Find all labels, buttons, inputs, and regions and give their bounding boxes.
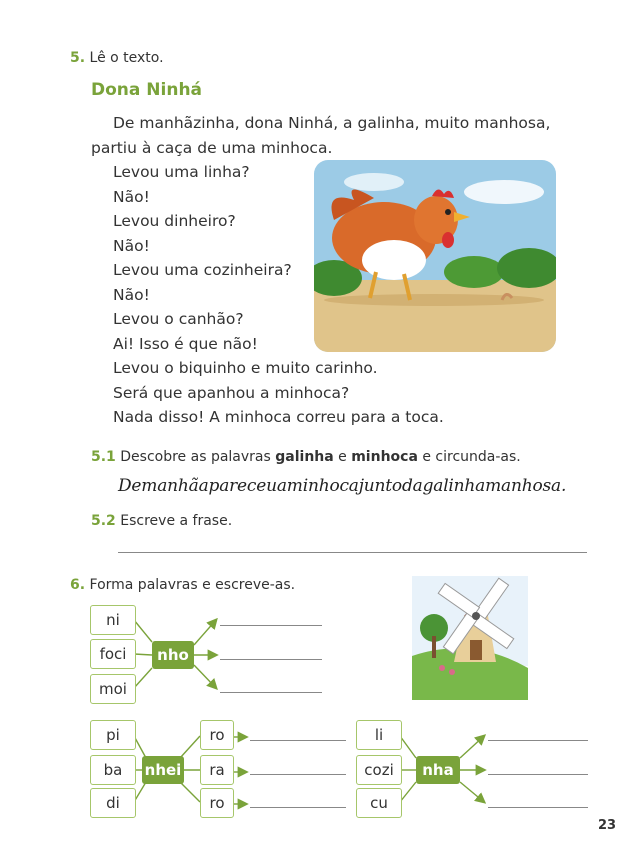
- subexercise-number: 5.2: [91, 513, 116, 529]
- write-line[interactable]: [250, 740, 346, 741]
- story-line: Será que apanhou a minhoca?: [113, 383, 350, 402]
- story-intro-line: partiu à caça de uma minhoca.: [91, 138, 333, 157]
- story-title: Dona Ninhá: [91, 80, 203, 100]
- cursive-sentence: Demanhãapareceuaminhocajuntodagalinhamanhosa.: [118, 476, 567, 496]
- story-line: Levou uma linha?: [113, 163, 250, 181]
- write-line[interactable]: [488, 774, 588, 775]
- write-line[interactable]: [220, 659, 322, 660]
- subexercise-number: 5.1: [91, 449, 116, 465]
- subexercise-text: e circunda-as.: [417, 449, 521, 465]
- story-line: Levou uma cozinheira?: [113, 261, 292, 279]
- story-line: Ai! Isso é que não!: [113, 334, 258, 353]
- syllable-box: moi: [90, 674, 136, 704]
- story-line: Nada disso! A minhoca correu para a toca.: [113, 408, 444, 426]
- suffix-tag: nhei: [142, 756, 184, 784]
- story-line: Levou o canhão?: [113, 310, 244, 328]
- highlight-word: minhoca: [351, 449, 418, 465]
- suffix-tag: nho: [152, 641, 194, 669]
- story-line: Não!: [113, 285, 150, 304]
- syllable-box: ba: [90, 755, 136, 785]
- write-line[interactable]: [220, 625, 322, 626]
- syllable-box: pi: [90, 720, 136, 750]
- syllable-box: cu: [356, 788, 402, 818]
- story-line: Não!: [113, 187, 150, 206]
- syllable-box: di: [90, 788, 136, 818]
- story-line: Levou o biquinho e muito carinho.: [113, 359, 378, 377]
- syllable-box: foci: [90, 639, 136, 669]
- ending-box: ro: [200, 788, 234, 818]
- exercise-number: 6.: [70, 577, 86, 593]
- exercise-number: 5.: [70, 50, 86, 66]
- write-line[interactable]: [220, 692, 322, 693]
- story-line: Não!: [113, 236, 150, 255]
- write-line[interactable]: [250, 774, 346, 775]
- ending-box: ro: [200, 720, 234, 750]
- story-intro-line: De manhãzinha, dona Ninhá, a galinha, muito manhosa,: [113, 114, 551, 132]
- subexercise-text: Escreve a frase.: [120, 513, 233, 529]
- highlight-word: galinha: [275, 449, 334, 465]
- subexercise-text: e: [333, 449, 352, 465]
- page-number: 23: [598, 818, 617, 833]
- syllable-box: ni: [90, 605, 136, 635]
- subexercise-text: Descobre as palavras: [120, 449, 276, 465]
- exercise-instruction: Lê o texto.: [89, 50, 164, 66]
- syllable-box: li: [356, 720, 402, 750]
- exercise-instruction: Forma palavras e escreve-as.: [89, 577, 296, 593]
- suffix-tag: nha: [416, 756, 460, 784]
- story-line: Levou dinheiro?: [113, 212, 236, 230]
- write-line[interactable]: [488, 740, 588, 741]
- syllable-box: cozi: [356, 755, 402, 785]
- write-line[interactable]: [488, 807, 588, 808]
- write-line[interactable]: [250, 807, 346, 808]
- ending-box: ra: [200, 755, 234, 785]
